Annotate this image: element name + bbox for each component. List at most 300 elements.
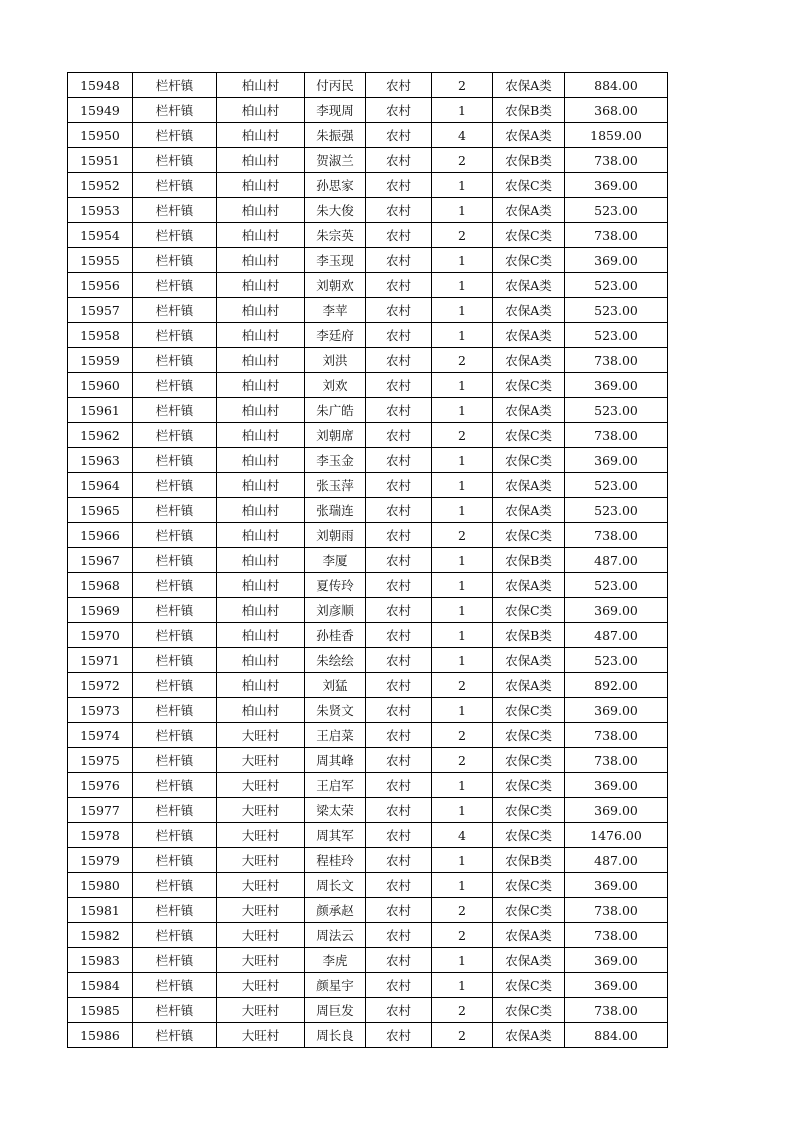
- town-cell: 栏杆镇: [133, 923, 217, 948]
- town-cell: 栏杆镇: [133, 973, 217, 998]
- record-id-cell: 15976: [68, 773, 133, 798]
- record-id-cell: 15966: [68, 523, 133, 548]
- record-id-cell: 15981: [68, 898, 133, 923]
- name-cell: 孙桂香: [305, 623, 366, 648]
- town-cell: 栏杆镇: [133, 848, 217, 873]
- insurance-class-cell: 农保A类: [493, 323, 565, 348]
- area-type-cell: 农村: [366, 573, 432, 598]
- table-row: [68, 973, 668, 998]
- table-row: [68, 748, 668, 773]
- area-type-cell: 农村: [366, 348, 432, 373]
- village-cell: 柏山村: [217, 248, 305, 273]
- name-cell: 张玉萍: [305, 473, 366, 498]
- area-type-cell: 农村: [366, 73, 432, 98]
- area-type-cell: 农村: [366, 398, 432, 423]
- insurance-class-cell: 农保A类: [493, 273, 565, 298]
- area-type-cell: 农村: [366, 373, 432, 398]
- amount-cell: 523.00: [565, 298, 668, 323]
- town-cell: 栏杆镇: [133, 98, 217, 123]
- household-count-cell: 2: [432, 748, 493, 773]
- table-row: [68, 448, 668, 473]
- amount-cell: 738.00: [565, 748, 668, 773]
- area-type-cell: 农村: [366, 548, 432, 573]
- area-type-cell: 农村: [366, 973, 432, 998]
- area-type-cell: 农村: [366, 623, 432, 648]
- table-row: [68, 198, 668, 223]
- insurance-class-cell: 农保A类: [493, 498, 565, 523]
- name-cell: 贺淑兰: [305, 148, 366, 173]
- village-cell: 柏山村: [217, 348, 305, 373]
- household-count-cell: 4: [432, 823, 493, 848]
- insurance-class-cell: 农保C类: [493, 248, 565, 273]
- table-row: [68, 323, 668, 348]
- amount-cell: 884.00: [565, 73, 668, 98]
- area-type-cell: 农村: [366, 598, 432, 623]
- village-cell: 大旺村: [217, 923, 305, 948]
- town-cell: 栏杆镇: [133, 898, 217, 923]
- town-cell: 栏杆镇: [133, 223, 217, 248]
- insurance-class-cell: 农保C类: [493, 998, 565, 1023]
- village-cell: 柏山村: [217, 423, 305, 448]
- town-cell: 栏杆镇: [133, 398, 217, 423]
- household-count-cell: 1: [432, 648, 493, 673]
- table-row: [68, 998, 668, 1023]
- amount-cell: 487.00: [565, 548, 668, 573]
- table-row: [68, 648, 668, 673]
- table-row: [68, 398, 668, 423]
- village-cell: 大旺村: [217, 898, 305, 923]
- household-count-cell: 4: [432, 123, 493, 148]
- household-count-cell: 1: [432, 198, 493, 223]
- village-cell: 柏山村: [217, 523, 305, 548]
- amount-cell: 738.00: [565, 898, 668, 923]
- name-cell: 刘欢: [305, 373, 366, 398]
- table-row: [68, 1023, 668, 1048]
- town-cell: 栏杆镇: [133, 748, 217, 773]
- name-cell: 刘彦顺: [305, 598, 366, 623]
- amount-cell: 369.00: [565, 248, 668, 273]
- amount-cell: 369.00: [565, 173, 668, 198]
- town-cell: 栏杆镇: [133, 498, 217, 523]
- insurance-class-cell: 农保A类: [493, 673, 565, 698]
- amount-cell: 738.00: [565, 148, 668, 173]
- village-cell: 柏山村: [217, 98, 305, 123]
- town-cell: 栏杆镇: [133, 723, 217, 748]
- town-cell: 栏杆镇: [133, 773, 217, 798]
- name-cell: 李玉现: [305, 248, 366, 273]
- record-id-cell: 15973: [68, 698, 133, 723]
- table-row: [68, 273, 668, 298]
- village-cell: 柏山村: [217, 598, 305, 623]
- name-cell: 周法云: [305, 923, 366, 948]
- table-row: [68, 798, 668, 823]
- household-count-cell: 2: [432, 73, 493, 98]
- area-type-cell: 农村: [366, 98, 432, 123]
- insurance-class-cell: 农保C类: [493, 448, 565, 473]
- record-id-cell: 15965: [68, 498, 133, 523]
- amount-cell: 369.00: [565, 948, 668, 973]
- household-count-cell: 1: [432, 498, 493, 523]
- village-cell: 柏山村: [217, 398, 305, 423]
- record-id-cell: 15950: [68, 123, 133, 148]
- household-count-cell: 2: [432, 348, 493, 373]
- insurance-class-cell: 农保C类: [493, 598, 565, 623]
- household-count-cell: 2: [432, 923, 493, 948]
- name-cell: 刘猛: [305, 673, 366, 698]
- record-id-cell: 15979: [68, 848, 133, 873]
- record-id-cell: 15971: [68, 648, 133, 673]
- record-id-cell: 15957: [68, 298, 133, 323]
- town-cell: 栏杆镇: [133, 673, 217, 698]
- table-row: [68, 623, 668, 648]
- area-type-cell: 农村: [366, 923, 432, 948]
- town-cell: 栏杆镇: [133, 373, 217, 398]
- area-type-cell: 农村: [366, 773, 432, 798]
- village-cell: 柏山村: [217, 448, 305, 473]
- household-count-cell: 1: [432, 598, 493, 623]
- insurance-class-cell: 农保C类: [493, 698, 565, 723]
- amount-cell: 369.00: [565, 873, 668, 898]
- area-type-cell: 农村: [366, 473, 432, 498]
- table-row: [68, 823, 668, 848]
- name-cell: 王启军: [305, 773, 366, 798]
- area-type-cell: 农村: [366, 298, 432, 323]
- town-cell: 栏杆镇: [133, 798, 217, 823]
- record-id-cell: 15970: [68, 623, 133, 648]
- amount-cell: 523.00: [565, 648, 668, 673]
- record-id-cell: 15972: [68, 673, 133, 698]
- town-cell: 栏杆镇: [133, 1023, 217, 1048]
- household-count-cell: 1: [432, 948, 493, 973]
- insurance-class-cell: 农保C类: [493, 748, 565, 773]
- area-type-cell: 农村: [366, 848, 432, 873]
- table-row: [68, 698, 668, 723]
- amount-cell: 523.00: [565, 498, 668, 523]
- town-cell: 栏杆镇: [133, 548, 217, 573]
- village-cell: 柏山村: [217, 323, 305, 348]
- household-count-cell: 1: [432, 573, 493, 598]
- town-cell: 栏杆镇: [133, 348, 217, 373]
- name-cell: 夏传玲: [305, 573, 366, 598]
- name-cell: 李虎: [305, 948, 366, 973]
- town-cell: 栏杆镇: [133, 123, 217, 148]
- table-row: [68, 373, 668, 398]
- household-count-cell: 2: [432, 223, 493, 248]
- amount-cell: 738.00: [565, 923, 668, 948]
- record-id-cell: 15949: [68, 98, 133, 123]
- amount-cell: 738.00: [565, 423, 668, 448]
- record-id-cell: 15955: [68, 248, 133, 273]
- town-cell: 栏杆镇: [133, 273, 217, 298]
- amount-cell: 369.00: [565, 698, 668, 723]
- amount-cell: 487.00: [565, 623, 668, 648]
- village-cell: 柏山村: [217, 648, 305, 673]
- name-cell: 颜承赵: [305, 898, 366, 923]
- name-cell: 周巨发: [305, 998, 366, 1023]
- insurance-class-cell: 农保C类: [493, 898, 565, 923]
- household-count-cell: 1: [432, 298, 493, 323]
- village-cell: 大旺村: [217, 823, 305, 848]
- household-count-cell: 1: [432, 623, 493, 648]
- village-cell: 柏山村: [217, 198, 305, 223]
- town-cell: 栏杆镇: [133, 423, 217, 448]
- amount-cell: 369.00: [565, 973, 668, 998]
- village-cell: 柏山村: [217, 623, 305, 648]
- village-cell: 柏山村: [217, 698, 305, 723]
- amount-cell: 1476.00: [565, 823, 668, 848]
- area-type-cell: 农村: [366, 223, 432, 248]
- household-count-cell: 1: [432, 398, 493, 423]
- area-type-cell: 农村: [366, 273, 432, 298]
- amount-cell: 368.00: [565, 98, 668, 123]
- record-id-cell: 15954: [68, 223, 133, 248]
- town-cell: 栏杆镇: [133, 573, 217, 598]
- record-id-cell: 15948: [68, 73, 133, 98]
- record-id-cell: 15983: [68, 948, 133, 973]
- town-cell: 栏杆镇: [133, 248, 217, 273]
- table-row: [68, 598, 668, 623]
- household-count-cell: 1: [432, 273, 493, 298]
- table-row: [68, 123, 668, 148]
- town-cell: 栏杆镇: [133, 948, 217, 973]
- record-id-cell: 15958: [68, 323, 133, 348]
- town-cell: 栏杆镇: [133, 623, 217, 648]
- household-count-cell: 1: [432, 448, 493, 473]
- name-cell: 李廷府: [305, 323, 366, 348]
- town-cell: 栏杆镇: [133, 998, 217, 1023]
- town-cell: 栏杆镇: [133, 648, 217, 673]
- name-cell: 周长良: [305, 1023, 366, 1048]
- village-cell: 大旺村: [217, 798, 305, 823]
- village-cell: 大旺村: [217, 1023, 305, 1048]
- amount-cell: 487.00: [565, 848, 668, 873]
- insurance-class-cell: 农保B类: [493, 548, 565, 573]
- insurance-class-cell: 农保B类: [493, 848, 565, 873]
- name-cell: 孙思家: [305, 173, 366, 198]
- household-count-cell: 2: [432, 998, 493, 1023]
- area-type-cell: 农村: [366, 323, 432, 348]
- name-cell: 刘朝欢: [305, 273, 366, 298]
- insurance-class-cell: 农保A类: [493, 948, 565, 973]
- town-cell: 栏杆镇: [133, 198, 217, 223]
- record-id-cell: 15984: [68, 973, 133, 998]
- town-cell: 栏杆镇: [133, 873, 217, 898]
- insurance-class-cell: 农保A类: [493, 573, 565, 598]
- household-count-cell: 1: [432, 873, 493, 898]
- area-type-cell: 农村: [366, 498, 432, 523]
- village-cell: 大旺村: [217, 848, 305, 873]
- amount-cell: 523.00: [565, 323, 668, 348]
- area-type-cell: 农村: [366, 148, 432, 173]
- record-id-cell: 15980: [68, 873, 133, 898]
- area-type-cell: 农村: [366, 123, 432, 148]
- record-id-cell: 15977: [68, 798, 133, 823]
- name-cell: 朱宗英: [305, 223, 366, 248]
- area-type-cell: 农村: [366, 423, 432, 448]
- village-cell: 柏山村: [217, 673, 305, 698]
- insurance-class-cell: 农保A类: [493, 398, 565, 423]
- village-cell: 大旺村: [217, 748, 305, 773]
- village-cell: 大旺村: [217, 998, 305, 1023]
- village-cell: 柏山村: [217, 298, 305, 323]
- area-type-cell: 农村: [366, 448, 432, 473]
- insurance-class-cell: 农保A类: [493, 648, 565, 673]
- household-count-cell: 2: [432, 673, 493, 698]
- household-count-cell: 1: [432, 773, 493, 798]
- table-row: [68, 248, 668, 273]
- area-type-cell: 农村: [366, 948, 432, 973]
- record-id-cell: 15968: [68, 573, 133, 598]
- household-count-cell: 1: [432, 548, 493, 573]
- village-cell: 柏山村: [217, 273, 305, 298]
- record-id-cell: 15978: [68, 823, 133, 848]
- area-type-cell: 农村: [366, 748, 432, 773]
- area-type-cell: 农村: [366, 823, 432, 848]
- household-count-cell: 1: [432, 173, 493, 198]
- table-row: [68, 848, 668, 873]
- village-cell: 柏山村: [217, 123, 305, 148]
- area-type-cell: 农村: [366, 898, 432, 923]
- name-cell: 颜星宇: [305, 973, 366, 998]
- village-cell: 大旺村: [217, 973, 305, 998]
- town-cell: 栏杆镇: [133, 173, 217, 198]
- name-cell: 刘洪: [305, 348, 366, 373]
- household-count-cell: 2: [432, 1023, 493, 1048]
- village-cell: 柏山村: [217, 548, 305, 573]
- record-id-cell: 15962: [68, 423, 133, 448]
- record-id-cell: 15974: [68, 723, 133, 748]
- insurance-class-cell: 农保C类: [493, 773, 565, 798]
- area-type-cell: 农村: [366, 873, 432, 898]
- village-cell: 柏山村: [217, 73, 305, 98]
- insurance-class-cell: 农保A类: [493, 923, 565, 948]
- record-id-cell: 15975: [68, 748, 133, 773]
- village-cell: 柏山村: [217, 573, 305, 598]
- insurance-class-cell: 农保A类: [493, 298, 565, 323]
- amount-cell: 523.00: [565, 198, 668, 223]
- table-row: [68, 873, 668, 898]
- record-id-cell: 15952: [68, 173, 133, 198]
- village-cell: 柏山村: [217, 473, 305, 498]
- household-count-cell: 1: [432, 323, 493, 348]
- name-cell: 李现周: [305, 98, 366, 123]
- table-row: [68, 298, 668, 323]
- amount-cell: 523.00: [565, 473, 668, 498]
- village-cell: 大旺村: [217, 873, 305, 898]
- insurance-class-cell: 农保C类: [493, 223, 565, 248]
- name-cell: 朱振强: [305, 123, 366, 148]
- table-row: [68, 148, 668, 173]
- record-id-cell: 15964: [68, 473, 133, 498]
- name-cell: 梁太荣: [305, 798, 366, 823]
- household-count-cell: 2: [432, 898, 493, 923]
- amount-cell: 369.00: [565, 773, 668, 798]
- table-row: [68, 348, 668, 373]
- village-cell: 柏山村: [217, 373, 305, 398]
- insurance-class-cell: 农保A类: [493, 1023, 565, 1048]
- amount-cell: 738.00: [565, 223, 668, 248]
- name-cell: 刘朝雨: [305, 523, 366, 548]
- table-row: [68, 523, 668, 548]
- record-id-cell: 15961: [68, 398, 133, 423]
- household-count-cell: 1: [432, 248, 493, 273]
- amount-cell: 369.00: [565, 798, 668, 823]
- table-row: [68, 223, 668, 248]
- household-count-cell: 1: [432, 473, 493, 498]
- record-id-cell: 15985: [68, 998, 133, 1023]
- name-cell: 朱绘绘: [305, 648, 366, 673]
- amount-cell: 738.00: [565, 348, 668, 373]
- amount-cell: 738.00: [565, 523, 668, 548]
- town-cell: 栏杆镇: [133, 598, 217, 623]
- name-cell: 刘朝席: [305, 423, 366, 448]
- insurance-class-cell: 农保A类: [493, 348, 565, 373]
- household-count-cell: 2: [432, 523, 493, 548]
- amount-cell: 369.00: [565, 448, 668, 473]
- household-count-cell: 2: [432, 148, 493, 173]
- name-cell: 周其军: [305, 823, 366, 848]
- town-cell: 栏杆镇: [133, 698, 217, 723]
- insurance-class-cell: 农保C类: [493, 873, 565, 898]
- table-row: [68, 173, 668, 198]
- amount-cell: 523.00: [565, 573, 668, 598]
- town-cell: 栏杆镇: [133, 523, 217, 548]
- name-cell: 李苹: [305, 298, 366, 323]
- town-cell: 栏杆镇: [133, 823, 217, 848]
- insurance-class-cell: 农保C类: [493, 798, 565, 823]
- area-type-cell: 农村: [366, 698, 432, 723]
- table-row: [68, 473, 668, 498]
- insurance-class-cell: 农保A类: [493, 473, 565, 498]
- amount-cell: 523.00: [565, 273, 668, 298]
- town-cell: 栏杆镇: [133, 473, 217, 498]
- table-row: [68, 98, 668, 123]
- village-cell: 大旺村: [217, 948, 305, 973]
- table-row: [68, 548, 668, 573]
- area-type-cell: 农村: [366, 798, 432, 823]
- name-cell: 朱大俊: [305, 198, 366, 223]
- village-cell: 柏山村: [217, 498, 305, 523]
- record-id-cell: 15953: [68, 198, 133, 223]
- record-id-cell: 15967: [68, 548, 133, 573]
- record-id-cell: 15956: [68, 273, 133, 298]
- table-row: [68, 723, 668, 748]
- household-count-cell: 1: [432, 848, 493, 873]
- area-type-cell: 农村: [366, 673, 432, 698]
- insurance-class-cell: 农保B类: [493, 148, 565, 173]
- name-cell: 张瑞连: [305, 498, 366, 523]
- household-count-cell: 2: [432, 423, 493, 448]
- area-type-cell: 农村: [366, 998, 432, 1023]
- area-type-cell: 农村: [366, 723, 432, 748]
- name-cell: 周其峰: [305, 748, 366, 773]
- insurance-class-cell: 农保C类: [493, 523, 565, 548]
- name-cell: 周长文: [305, 873, 366, 898]
- name-cell: 王启菜: [305, 723, 366, 748]
- amount-cell: 738.00: [565, 998, 668, 1023]
- area-type-cell: 农村: [366, 648, 432, 673]
- name-cell: 李玉金: [305, 448, 366, 473]
- household-count-cell: 1: [432, 798, 493, 823]
- area-type-cell: 农村: [366, 1023, 432, 1048]
- table-row: [68, 498, 668, 523]
- household-count-cell: 2: [432, 723, 493, 748]
- area-type-cell: 农村: [366, 173, 432, 198]
- village-cell: 柏山村: [217, 148, 305, 173]
- household-count-cell: 1: [432, 973, 493, 998]
- insurance-class-cell: 农保B类: [493, 623, 565, 648]
- table-row: [68, 898, 668, 923]
